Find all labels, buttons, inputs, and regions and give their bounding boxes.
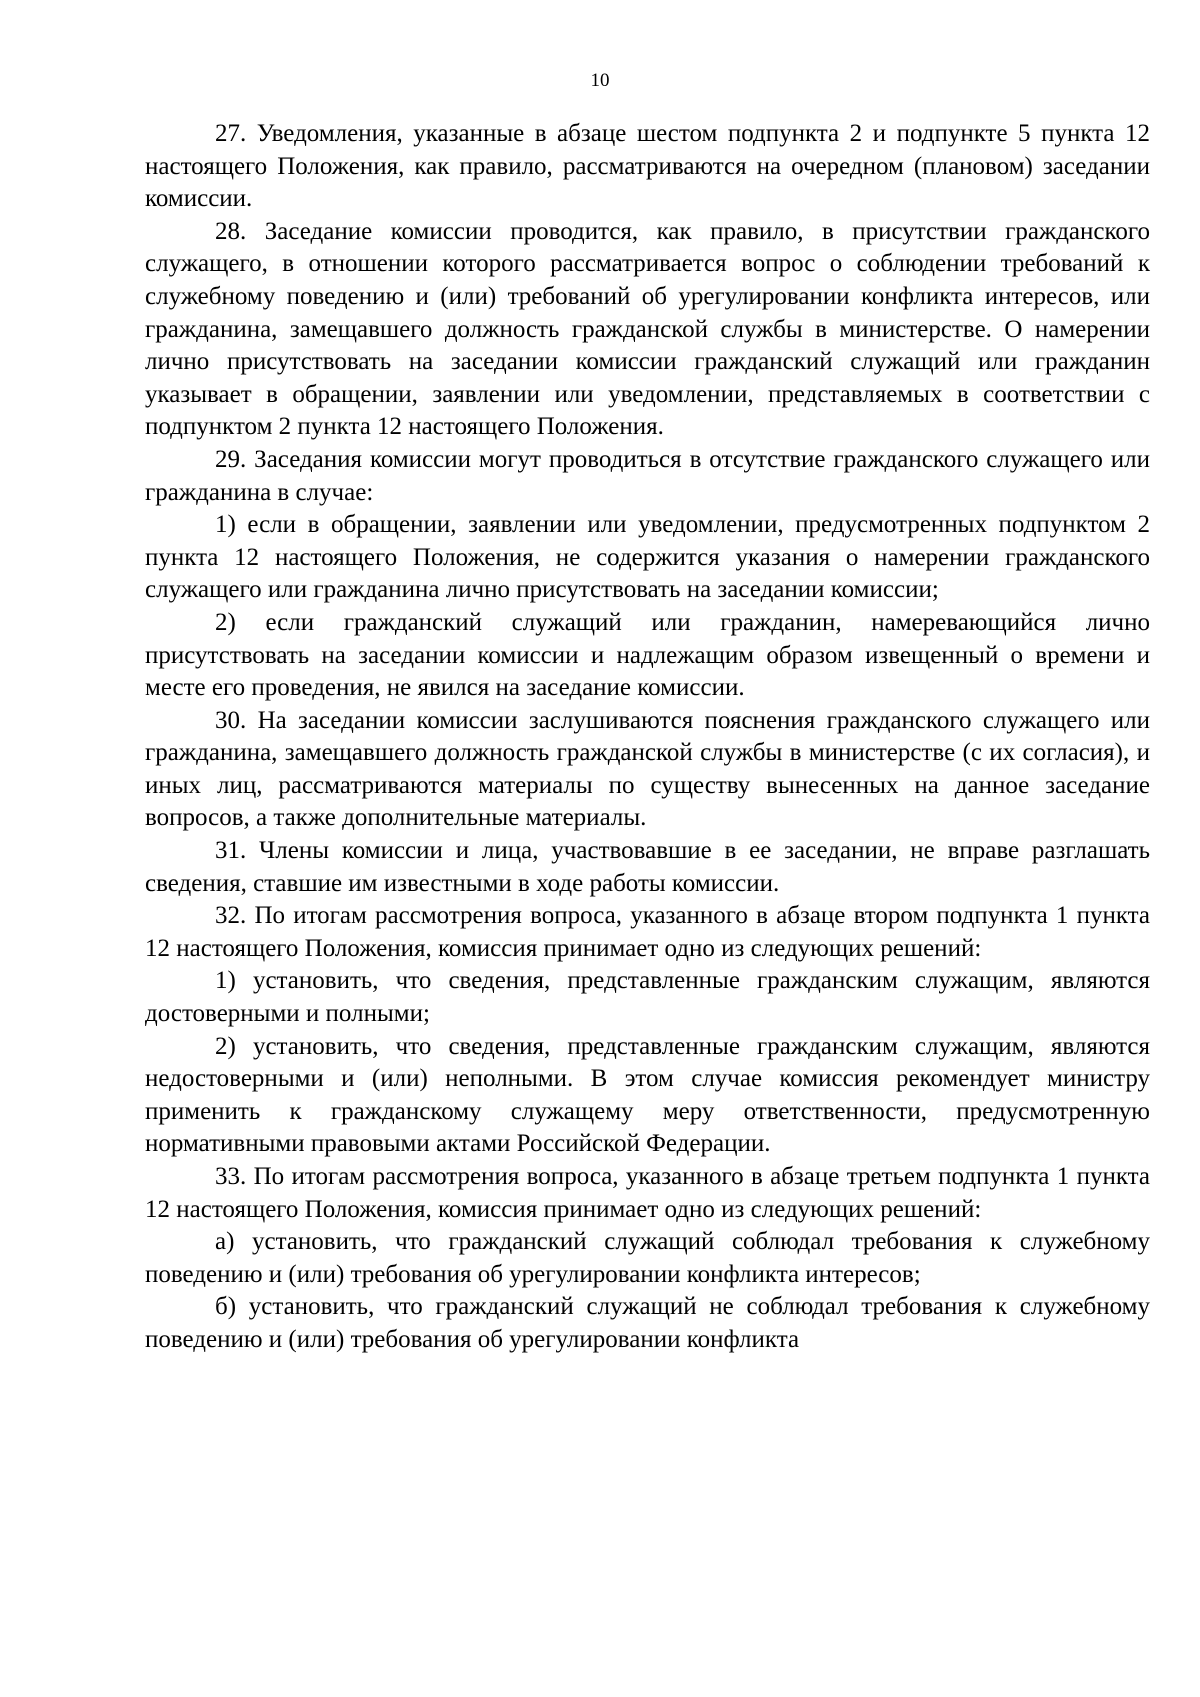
paragraph-29-item-1: 1) если в обращении, заявлении или уведомлении, предусмотренных подпунктом 2 пункта 12 настоящего Положения, не содержится указания о намерении гражданского служащего или гражданина лично присутствовать на заседании комиссии;: [145, 511, 1150, 604]
paragraph-28: 28. Заседание комиссии проводится, как правило, в присутствии гражданского служащего, в отношении которого рассматривается вопрос о соблюдении требований к служебному поведению и (или) требований об урегулировании конфликта интересов, или гражданина, замещавшего должность гражданской службы в министерстве. О намерении лично присутствовать на заседании комиссии гражданский служащий или гражданин указывает в обращении, заявлении или уведомлении, представляемых в соответствии с подпунктом 2 пункта 12 настоящего Положения.: [145, 217, 1150, 441]
page-number: 10: [590, 70, 610, 91]
paragraph-33-item-a: а) установить, что гражданский служащий соблюдал требования к служебному поведению и (или) требования об урегулировании конфликта интересов;: [145, 1228, 1150, 1288]
paragraph-31: 31. Члены комиссии и лица, участвовавшие в ее заседании, не вправе разглашать сведения, ставшие им известными в ходе работы комиссии.: [145, 837, 1150, 897]
paragraph-27: 27. Уведомления, указанные в абзаце шестом подпункта 2 и подпункте 5 пункта 12 настоящего Положения, как правило, рассматриваются на очередном (плановом) заседании комиссии.: [145, 120, 1150, 213]
paragraph-33-item-b: б) установить, что гражданский служащий не соблюдал требования к служебному поведению и (или) требования об урегулировании конфликта: [145, 1293, 1150, 1353]
paragraph-33: 33. По итогам рассмотрения вопроса, указанного в абзаце третьем подпункта 1 пункта 12 настоящего Положения, комиссия принимает одно из следующих решений:: [145, 1163, 1150, 1223]
paragraph-29-item-2: 2) если гражданский служащий или гражданин, намеревающийся лично присутствовать на заседании комиссии и надлежащим образом извещенный о времени и месте его проведения, не явился на заседание комиссии.: [145, 608, 1150, 702]
paragraph-32: 32. По итогам рассмотрения вопроса, указанного в абзаце втором подпункта 1 пункта 12 настоящего Положения, комиссия принимает одно из следующих решений:: [145, 902, 1150, 962]
paragraph-32-item-2: 2) установить, что сведения, представленные гражданским служащим, являются недостоверными и (или) неполными. В этом случае комиссия рекомендует министру применить к гражданскому служащему меру ответственности, предусмотренную нормативными правовыми актами Российской Федерации.: [145, 1032, 1150, 1158]
document-body: [145, 118, 1150, 1357]
paragraph-30: 30. На заседании комиссии заслушиваются пояснения гражданского служащего или гражданина, замещавшего должность гражданской службы в министерстве (с их согласия), и иных лиц, рассматриваются материалы по существу вынесенных на данное заседание вопросов, а также дополнительные материалы.: [145, 706, 1150, 832]
paragraph-29: 29. Заседания комиссии могут проводиться в отсутствие гражданского служащего или гражданина в случае:: [145, 445, 1150, 506]
paragraph-32-item-1: 1) установить, что сведения, представленные гражданским служащим, являются достоверными и полными;: [145, 967, 1150, 1028]
